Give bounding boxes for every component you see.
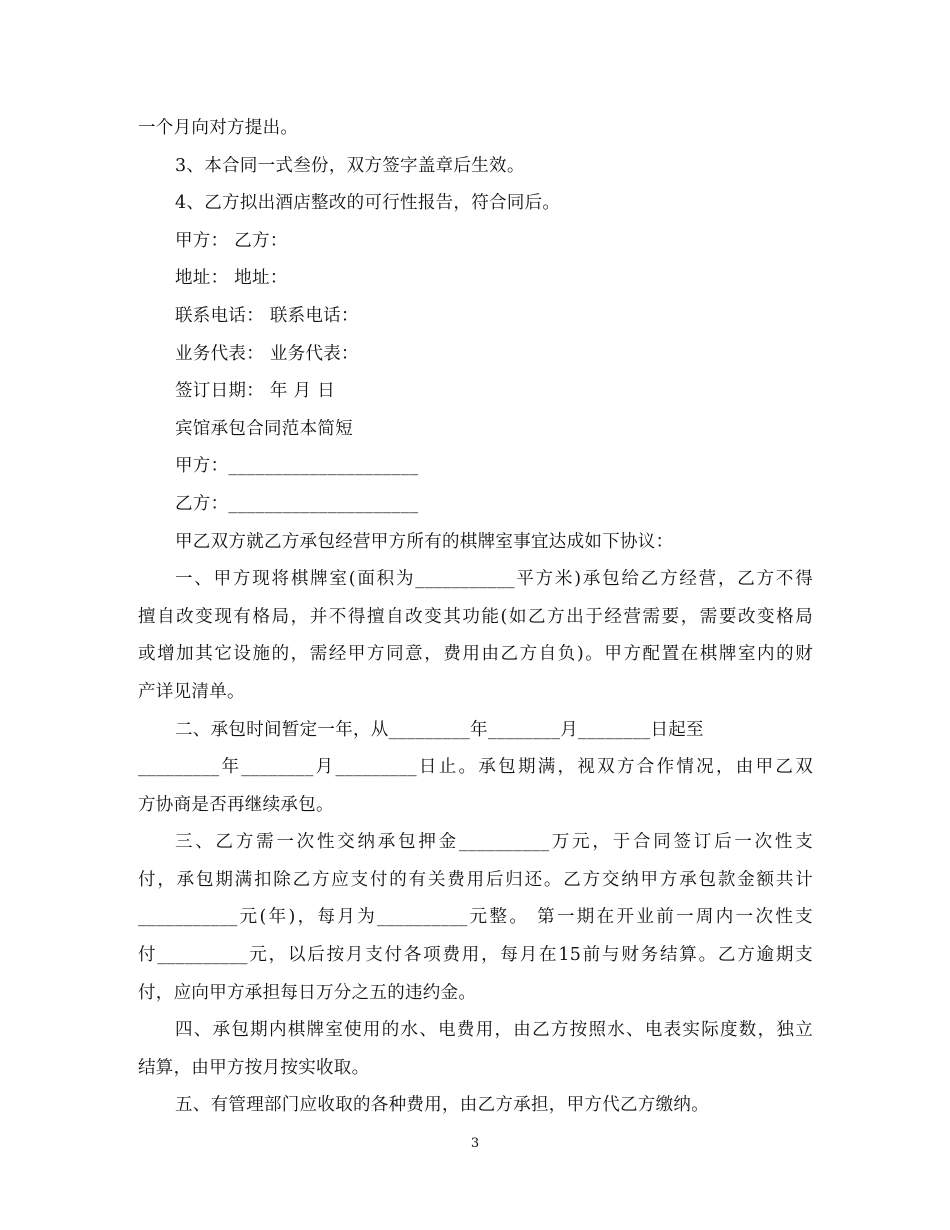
address-line: 地址： 地址： [175, 268, 288, 289]
representative-line: 业务代表： 业务代表： [175, 343, 359, 364]
text-line: 3、本合同一式叁份，双方签字盖章后生效。 [175, 155, 525, 176]
text-line: 甲乙双方就乙方承包经营甲方所有的棋牌室事宜达成如下协议： [175, 531, 674, 552]
document-body [138, 110, 813, 1125]
clause-line: 擅自改变现有格局，并不得擅自改变其功能(如乙方出于经营需要，需要改变格局 [138, 606, 813, 627]
text-line: 4、乙方拟出酒店整改的可行性报告，符合同后。 [175, 193, 561, 214]
clause-line: 付，承包期满扣除乙方应支付的有关费用后归还。乙方交纳甲方承包款金额共计 [138, 869, 813, 890]
party-a-line: 甲方：_____________________ [175, 456, 419, 477]
party-b-line: 乙方：_____________________ [175, 493, 419, 514]
clause-line: 或增加其它设施的，需经甲方同意，费用由乙方自负)。甲方配置在棋牌室内的财 [138, 644, 813, 665]
clause-line: 四、承包期内棋牌室使用的水、电费用，由乙方按照水、电表实际度数，独立 [175, 1020, 813, 1041]
clause-line: 五、有管理部门应收取的各种费用，由乙方承担，甲方代乙方缴纳。 [175, 1095, 709, 1116]
date-line: 签订日期： 年 月 日 [175, 381, 335, 402]
phone-line: 联系电话： 联系电话： [175, 305, 359, 326]
clause-line: 方协商是否再继续承包。 [138, 794, 334, 815]
clause-line: _________年________月_________日止。承包期满，视双方合作情况，由甲乙双 [138, 757, 813, 778]
clause-line: 结算，由甲方按月按实收取。 [138, 1057, 370, 1078]
clause-line: 二、承包时间暂定一年，从_________年________月________日起至 [175, 719, 704, 740]
clause-line: 付__________元，以后按月支付各项费用，每月在15前与财务结算。乙方逾期支 [138, 945, 813, 966]
clause-line: 三、乙方需一次性交纳承包押金__________万元，于合同签订后一次性支 [175, 832, 813, 853]
clause-line: ___________元(年)，每月为__________元整。 第一期在开业前一周内一次性支 [138, 907, 813, 928]
clause-line: 付，应向甲方承担每日万分之五的违约金。 [138, 982, 477, 1003]
clause-line: 一、甲方现将棋牌室(面积为___________平方米)承包给乙方经营，乙方不得 [175, 569, 813, 590]
page-number: 3 [470, 1136, 480, 1151]
party-signature-line: 甲方： 乙方： [175, 230, 288, 251]
text-line: 一个月向对方提出。 [138, 118, 299, 138]
section-title: 宾馆承包合同范本简短 [175, 418, 353, 439]
clause-line: 产详见清单。 [138, 681, 245, 702]
